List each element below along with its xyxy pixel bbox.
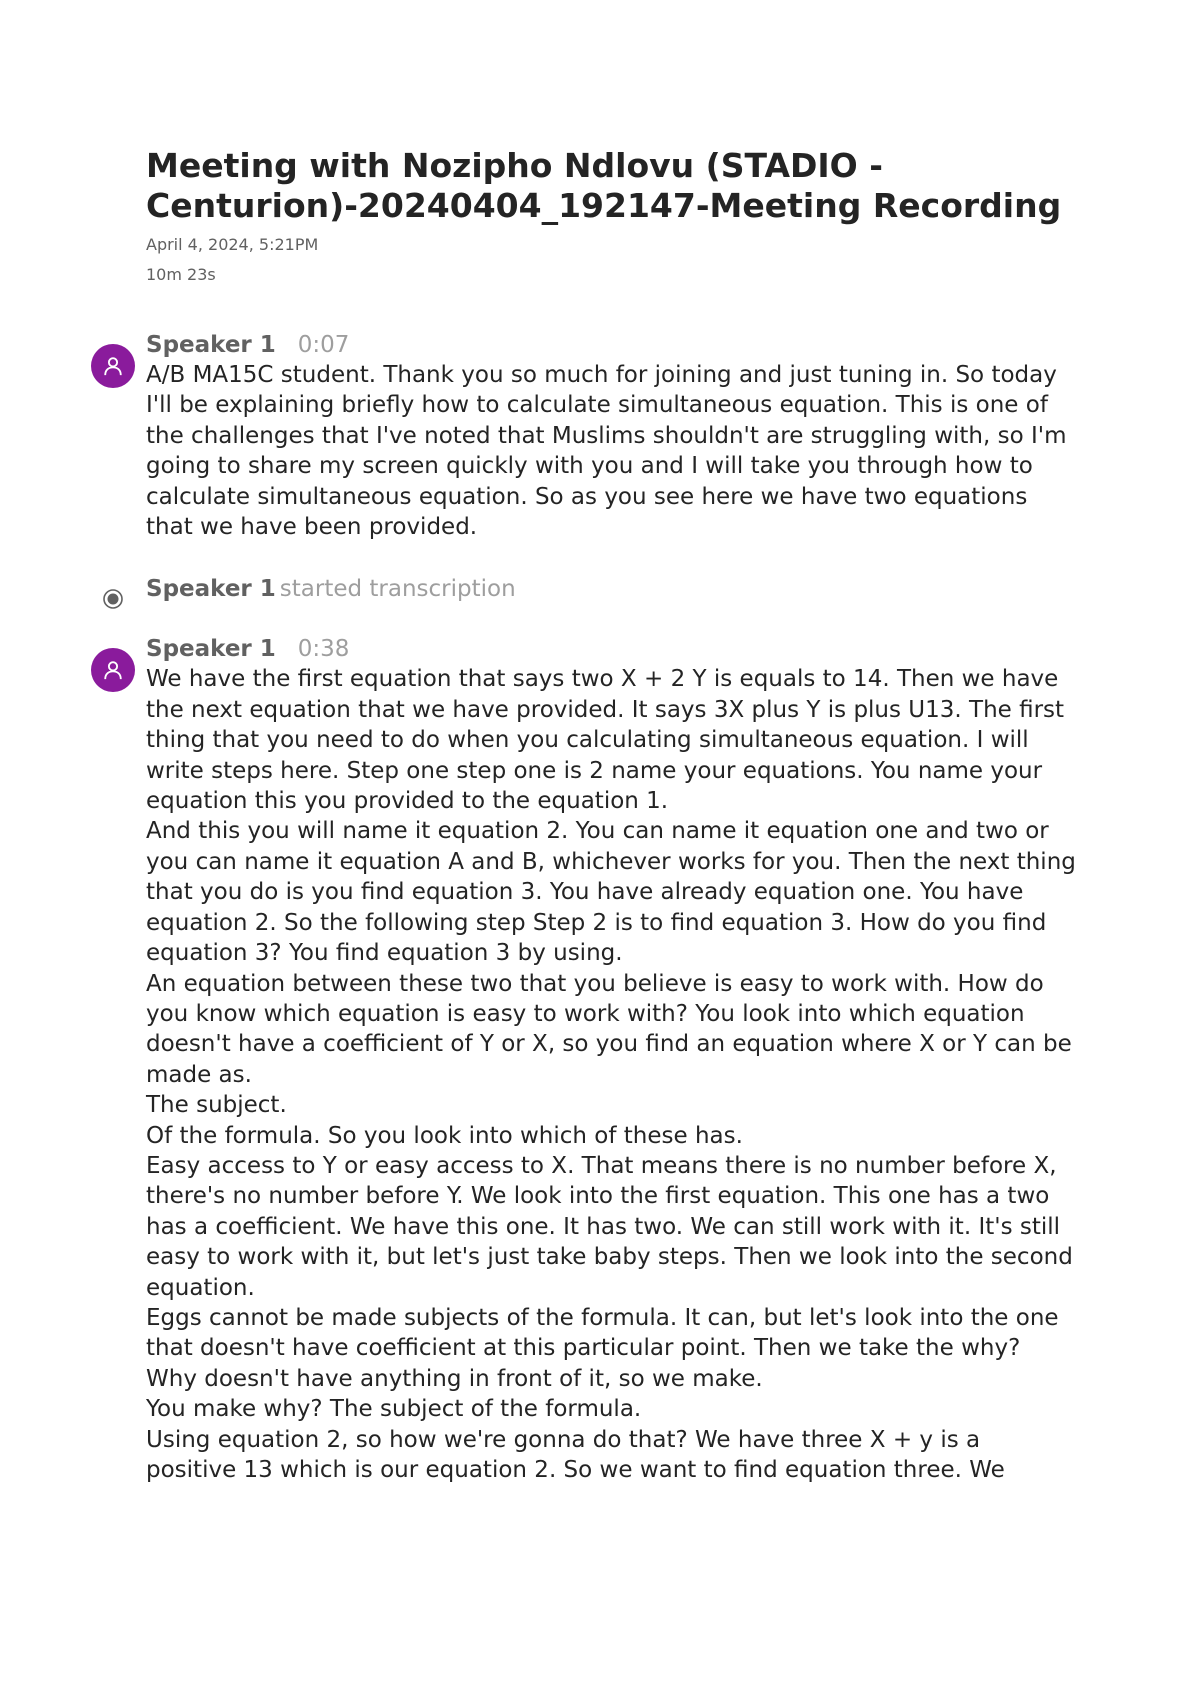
transcript-paragraph: Of the formula. So you look into which of these has. <box>146 1122 743 1149</box>
event-line <box>146 574 1076 604</box>
event-text: started transcription <box>279 576 516 603</box>
transcript-paragraph: The subject. <box>146 1092 287 1119</box>
speaker-avatar <box>91 344 135 388</box>
transcript-document <box>146 146 1076 1485</box>
person-icon <box>102 659 124 681</box>
speaker-name: Speaker 1 <box>146 576 276 603</box>
speaker-name: Speaker 1 <box>146 636 276 663</box>
transcript-event <box>146 574 1076 604</box>
transcript-entry <box>146 634 1076 1485</box>
record-icon <box>102 588 124 610</box>
person-icon <box>102 355 124 377</box>
transcript-paragraph: An equation between these two that you believe is easy to work with. How do you know which equation is easy to work with? You look into which equation doesn't have a coefficient of Y or X, so you find an equation where X or Y can be made as. <box>146 970 1072 1088</box>
transcript-paragraph: Using equation 2, so how we're gonna do that? We have three X + y is a positive 13 which is our equation 2. So we want to find equation three. We <box>146 1426 1005 1483</box>
timestamp: 0:38 <box>297 636 350 663</box>
speaker-avatar <box>91 648 135 692</box>
speaker-header <box>146 634 1076 664</box>
transcript-paragraph: A/B MA15C student. Thank you so much for joining and just tuning in. So today I'll be explaining briefly how to calculate simultaneous equation. This is one of the challenges that I've noted that Muslims shouldn't are struggling with, so I'm going to share my screen quickly with you and I will take you through how to calculate simultaneous equation. So as you see here we have two equations that we have been provided. <box>146 362 1067 541</box>
transcript-paragraph: You make why? The subject of the formula. <box>146 1396 642 1423</box>
timestamp: 0:07 <box>297 332 350 358</box>
transcript-entry <box>146 330 1076 542</box>
transcript-paragraph: Easy access to Y or easy access to X. That means there is no number before X, there's no number before Y. We look into the first equation. This one has a two has a coefficient. We have this one. It has two. We can still work with it. It's still easy to work with it, but let's just take baby steps. Then we look into the second equation. <box>146 1152 1073 1301</box>
meeting-date: April 4, 2024, 5:21PM <box>146 235 319 254</box>
speaker-name: Speaker 1 <box>146 332 276 358</box>
speaker-header <box>146 330 1076 360</box>
transcript-paragraph: Eggs cannot be made subjects of the formula. It can, but let's look into the one that doesn't have coefficient at this particular point. Then we take the why? Why doesn't have anything in front of it, so we make. <box>146 1304 1059 1392</box>
document-title: Meeting with Nozipho Ndlovu (STADIO - Centurion)-20240404_192147-Meeting Recording <box>146 146 1062 225</box>
meeting-duration: 10m 23s <box>146 265 216 284</box>
transcript-paragraph: And this you will name it equation 2. You can name it equation one and two or you can name it equation A and B, whichever works for you. Then the next thing that you do is you find equation 3. You have already equation one. You have equation 2. So the following step Step 2 is to find equation 3. How do you find equation 3? You find equation 3 by using. <box>146 818 1076 967</box>
transcript-paragraph: We have the first equation that says two X + 2 Y is equals to 14. Then we have the next equation that we have provided. It says 3X plus Y is plus U13. The first thing that you need to do when you calculating simultaneous equation. I will write steps here. Step one step one is 2 name your equations. You name your equation this you provided to the equation 1. <box>146 666 1065 815</box>
